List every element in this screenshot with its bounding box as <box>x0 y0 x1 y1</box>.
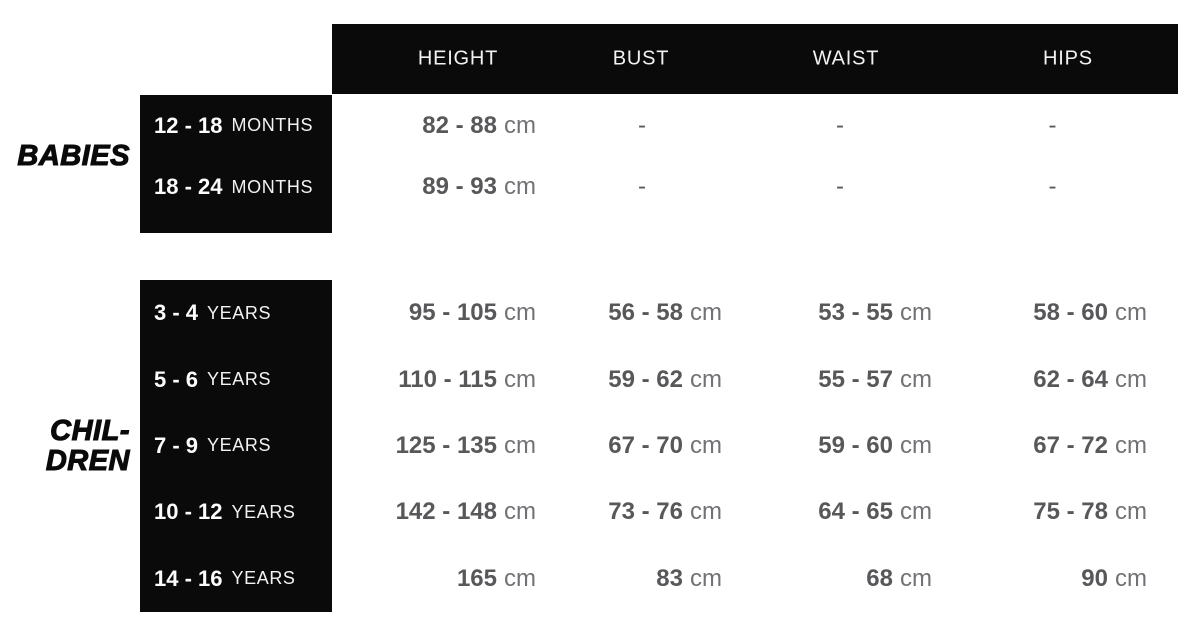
value-number: - <box>638 173 646 201</box>
age-unit: MONTHS <box>231 176 314 197</box>
value-unit: cm <box>900 365 932 393</box>
column-header-waist: WAIST <box>812 47 880 70</box>
empty-value-dash <box>549 95 735 157</box>
value-number: 56 - 58 <box>608 299 683 327</box>
value-cell-bust <box>549 479 735 545</box>
row-label-5-6-years <box>140 346 332 412</box>
row-label-18-24-months <box>140 157 332 219</box>
size-range: 14 - 16 <box>154 565 223 591</box>
value-unit: cm <box>690 365 722 393</box>
value-unit: cm <box>504 299 536 327</box>
value-cell-height <box>332 413 549 479</box>
value-number: 62 - 64 <box>1033 365 1108 393</box>
value-unit: cm <box>504 365 536 393</box>
value-cell-bust <box>549 413 735 479</box>
column-header-height: HEIGHT <box>417 47 499 70</box>
age-unit: YEARS <box>207 435 272 456</box>
value-number: 68 <box>866 564 893 592</box>
value-number: 83 <box>656 564 683 592</box>
value-cell-height <box>332 546 549 612</box>
value-number: - <box>836 111 844 139</box>
value-number: 95 - 105 <box>408 299 497 327</box>
group-label-children <box>0 416 130 476</box>
value-number: - <box>638 111 646 139</box>
value-number: 75 - 78 <box>1033 498 1108 526</box>
value-unit: cm <box>690 299 722 327</box>
value-unit: cm <box>900 498 932 526</box>
value-cell-height <box>332 95 549 157</box>
group-label-line: BABIES <box>17 140 130 172</box>
value-cell-height <box>332 280 549 346</box>
value-unit: cm <box>1115 299 1147 327</box>
value-cell-waist <box>735 546 945 612</box>
empty-value-dash <box>945 157 1160 219</box>
value-number: - <box>836 173 844 201</box>
group-label-line: DREN <box>45 445 130 477</box>
value-cell-bust <box>549 280 735 346</box>
value-unit: cm <box>900 299 932 327</box>
value-unit: cm <box>504 498 536 526</box>
table-header-bar <box>332 24 1178 94</box>
row-label-14-16-years <box>140 546 332 612</box>
size-range: 10 - 12 <box>154 499 223 525</box>
value-cell-height <box>332 157 549 219</box>
age-unit: YEARS <box>207 369 272 390</box>
value-number: 67 - 72 <box>1033 431 1108 459</box>
value-number: 59 - 60 <box>818 431 893 459</box>
value-unit: cm <box>1115 564 1147 592</box>
value-cell-height <box>332 479 549 545</box>
empty-value-dash <box>549 157 735 219</box>
value-unit: cm <box>690 431 722 459</box>
age-unit: YEARS <box>207 302 272 323</box>
value-unit: cm <box>900 564 932 592</box>
value-unit: cm <box>1115 365 1147 393</box>
values-grid-babies <box>332 95 1160 218</box>
value-number: 53 - 55 <box>818 299 893 327</box>
value-cell-hips <box>945 546 1160 612</box>
size-range: 18 - 24 <box>154 174 223 200</box>
row-label-7-9-years <box>140 413 332 479</box>
value-number: 73 - 76 <box>608 498 683 526</box>
value-unit: cm <box>504 173 536 201</box>
age-unit: YEARS <box>231 501 296 522</box>
group-label-line: CHIL- <box>50 415 130 447</box>
value-number: 67 - 70 <box>608 431 683 459</box>
value-unit: cm <box>900 431 932 459</box>
age-unit: YEARS <box>231 568 296 589</box>
value-unit: cm <box>690 498 722 526</box>
row-label-12-18-months <box>140 95 332 157</box>
age-unit: MONTHS <box>231 115 314 136</box>
row-label-10-12-years <box>140 479 332 545</box>
values-grid-children <box>332 280 1160 612</box>
value-cell-hips <box>945 479 1160 545</box>
value-unit: cm <box>504 111 536 139</box>
empty-value-dash <box>735 157 945 219</box>
value-unit: cm <box>1115 431 1147 459</box>
empty-value-dash <box>945 95 1160 157</box>
value-cell-height <box>332 346 549 412</box>
value-cell-bust <box>549 546 735 612</box>
value-cell-waist <box>735 346 945 412</box>
value-number: 58 - 60 <box>1033 299 1108 327</box>
size-range: 7 - 9 <box>154 432 199 458</box>
size-range: 3 - 4 <box>154 300 199 326</box>
empty-value-dash <box>735 95 945 157</box>
value-cell-waist <box>735 479 945 545</box>
column-header-hips: HIPS <box>1043 47 1093 70</box>
size-range: 12 - 18 <box>154 112 223 138</box>
column-header-bust: BUST <box>612 47 670 70</box>
value-cell-waist <box>735 280 945 346</box>
value-cell-hips <box>945 346 1160 412</box>
group-label-babies <box>0 141 130 171</box>
value-cell-hips <box>945 280 1160 346</box>
value-unit: cm <box>690 564 722 592</box>
value-number: 55 - 57 <box>818 365 893 393</box>
children-row-labels-box <box>140 280 332 612</box>
value-number: - <box>1048 173 1057 201</box>
value-number: 125 - 135 <box>395 431 497 459</box>
value-cell-hips <box>945 413 1160 479</box>
value-number: 59 - 62 <box>608 365 683 393</box>
value-number: 82 - 88 <box>422 111 497 139</box>
value-cell-bust <box>549 346 735 412</box>
size-range: 5 - 6 <box>154 366 199 392</box>
value-number: - <box>1048 111 1057 139</box>
value-number: 89 - 93 <box>422 173 497 201</box>
value-number: 90 <box>1081 564 1108 592</box>
value-number: 64 - 65 <box>818 498 893 526</box>
value-unit: cm <box>504 431 536 459</box>
value-cell-waist <box>735 413 945 479</box>
value-number: 110 - 115 <box>398 365 497 393</box>
babies-row-labels-box <box>140 95 332 233</box>
value-number: 142 - 148 <box>395 498 497 526</box>
row-label-3-4-years <box>140 280 332 346</box>
value-number: 165 <box>456 564 497 592</box>
value-unit: cm <box>504 564 536 592</box>
value-unit: cm <box>1115 498 1147 526</box>
